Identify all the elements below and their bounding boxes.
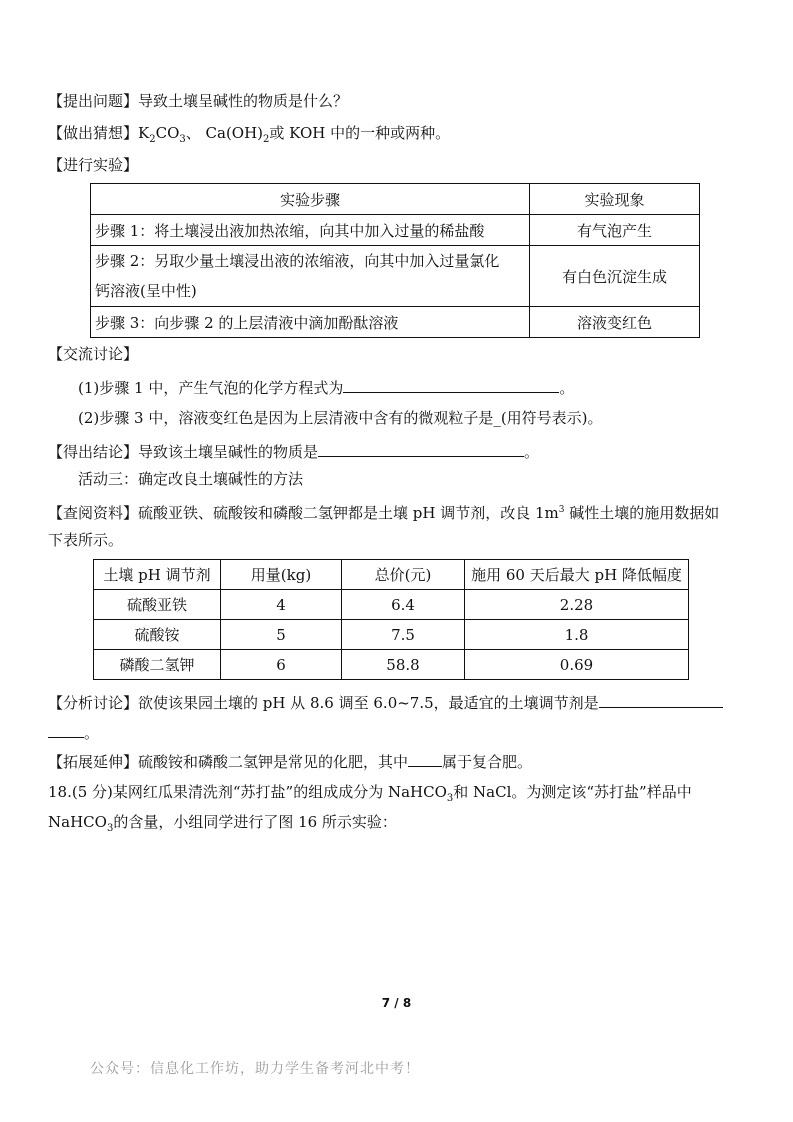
table-cell: 7.5 — [342, 620, 465, 650]
line-discussion-q2: (2)步骤 3 中，溶液变红色是因为上层清液中含有的微观粒子是_(用符号表示)。 — [78, 409, 603, 427]
table-row — [94, 590, 689, 620]
table-cell: 5 — [221, 620, 342, 650]
table-cell: 0.69 — [465, 650, 689, 680]
table-row — [91, 215, 700, 246]
table-cell: 硫酸亚铁 — [94, 590, 221, 620]
table-header: 用量(kg) — [221, 560, 342, 590]
table-cell: 溶液变红色 — [530, 307, 700, 338]
table-cell: 6.4 — [342, 590, 465, 620]
table-header: 土壤 pH 调节剂 — [94, 560, 221, 590]
line-q18-cont: NaHCO$_3$的含量，小组同学进行了图 16 所示实验： — [48, 813, 397, 834]
page-number: 7 / 8 — [381, 996, 412, 1010]
ph-table — [93, 559, 689, 680]
table-cell: 4 — [221, 590, 342, 620]
line-conclusion: 【得出结论】导致该土壤呈碱性的物质是 。 — [48, 440, 539, 462]
line-q18: 18.(5 分)某网红瓜果清洗剂“苏打盐”的组成成分为 NaHCO$_3$和 NaCl。为测定该“苏打盐”样品中 — [48, 783, 692, 804]
answer-blank[interactable] — [408, 750, 442, 767]
table-row — [94, 620, 689, 650]
line-hypothesis: 【做出猜想】$K_2CO_3$、 $Ca(OH)_2$或 KOH 中的一种或两种。 — [48, 124, 451, 145]
step2-line1: 步骤 2：另取少量土壤浸出液的浓缩液，向其中加入过量氯化 — [95, 252, 500, 270]
table-cell: 步骤 1：将土壤浸出液加热浓缩，向其中加入过量的稀盐酸 — [91, 215, 530, 246]
line-extension: 【拓展延伸】硫酸铵和磷酸二氢钾是常见的化肥，其中 属于复合肥。 — [48, 750, 532, 772]
line-analysis-cont: 。 — [48, 721, 99, 743]
table-cell: 有气泡产生 — [530, 215, 700, 246]
table-row — [91, 246, 700, 307]
answer-blank[interactable] — [318, 440, 524, 457]
line-activity3: 活动三：确定改良土壤碱性的方法 — [78, 470, 304, 488]
table-cell: 1.8 — [465, 620, 689, 650]
answer-blank[interactable] — [48, 721, 84, 738]
table-header: 实验现象 — [530, 184, 700, 215]
table-cell: 磷酸二氢钾 — [94, 650, 221, 680]
answer-blank[interactable] — [343, 376, 559, 393]
table-header: 施用 60 天后最大 pH 降低幅度 — [465, 560, 689, 590]
line-analysis: 【分析讨论】欲使该果园土壤的 pH 从 8.6 调至 6.0~7.5，最适宜的土壤调节剂是 — [48, 691, 723, 713]
line-question: 【提出问题】导致土壤呈碱性的物质是什么？ — [48, 92, 349, 110]
table-row — [91, 184, 700, 215]
table-row — [91, 307, 700, 338]
line-experiment: 【进行实验】 — [48, 156, 139, 174]
table-cell: 2.28 — [465, 590, 689, 620]
line-reference-cont: 下表所示。 — [48, 531, 124, 549]
table-row — [94, 650, 689, 680]
step2-line2: 钙溶液(呈中性) — [95, 282, 197, 300]
table-cell: 步骤 3：向步骤 2 的上层清液中滴加酚酞溶液 — [91, 307, 530, 338]
table-cell: 58.8 — [342, 650, 465, 680]
line-discussion: 【交流讨论】 — [48, 345, 139, 363]
experiment-table — [90, 183, 700, 338]
table-row — [94, 560, 689, 590]
table-cell — [91, 246, 530, 307]
answer-blank[interactable] — [599, 691, 723, 708]
footer-note: 公众号：信息化工作坊，助力学生备考河北中考！ — [90, 1061, 420, 1077]
table-cell: 6 — [221, 650, 342, 680]
line-discussion-q1: (1)步骤 1 中，产生气泡的化学方程式为 。 — [78, 376, 574, 398]
line-reference: 【查阅资料】硫酸亚铁、硫酸铵和磷酸二氢钾都是土壤 pH 调节剂，改良 $1m^3$ 碱性土壤的施用数据如 — [48, 504, 720, 522]
table-header: 实验步骤 — [91, 184, 530, 215]
table-cell: 硫酸铵 — [94, 620, 221, 650]
table-header: 总价(元) — [342, 560, 465, 590]
table-cell: 有白色沉淀生成 — [530, 246, 700, 307]
